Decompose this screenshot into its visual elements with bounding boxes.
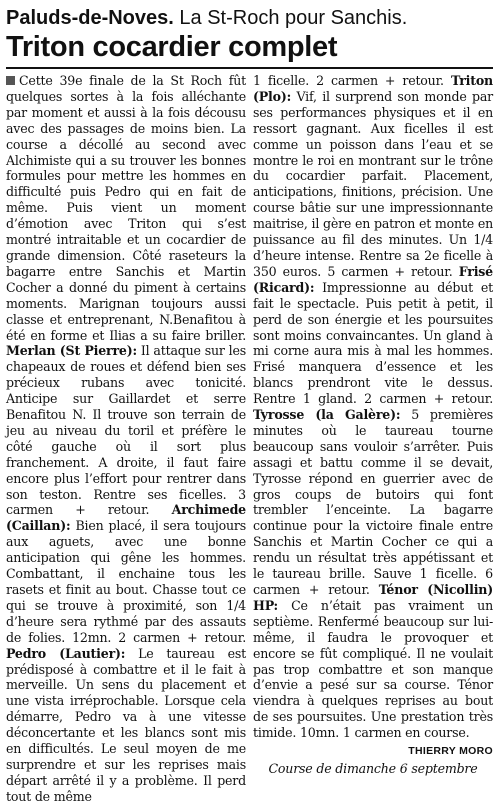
paragraph bbox=[6, 73, 246, 805]
kicker bbox=[6, 6, 493, 30]
bull-name-archimede: Archimede (Caillan): bbox=[6, 502, 246, 534]
kicker-subtitle: La St-Roch pour Sanchis. bbox=[179, 7, 408, 29]
bull-name-pedro: Pedro (Lautier): bbox=[6, 645, 126, 661]
bull-text-tenor: Ce n’était pas vraiment un septième. Renfermé beaucoup sur lui-même, il faudra le provoquer et encore se fût compliqué. Il ne voulait pas trop combattre et son manque d’envie a pesé sur sa course. Ténor viendra à quelques reprises au bout de ses poursuites. Une prestation très timide. 10mn. 1 carmen en course. bbox=[253, 597, 493, 741]
bull-text-frise: Impressionne au début et fait le spectacle. Puis petit à petit, il perd de son énergie et les poursuites sont moins convaincantes. Un gland à mi corne aura mis à mal les hommes. Frisé manquera d’essence et les blancs prendront vite le dessus. Rentre 1 gland. 2 carmen + retour. bbox=[253, 279, 493, 407]
bull-text-triton: Vif, il surprend son monde par ses performances physiques et il en ressort gagnant. Aux ficelles il est comme un poisson dans l’eau et se montre le roi en montrant sur le trône du cocardier parfait. Placement, anticipations, finitions, précision. Une course bâtie sur une impressionnante maitrise, il gère en patron et monte en puissance au fil des minutes. Un 1/4 d’heure intense. Rentre sa 2e ficelle à 350 euros. 5 carmen + retour. bbox=[253, 88, 493, 279]
intro-text: Cette 39e finale de la St Roch fût quelques sortes à la fois alléchante par moment et aussi à la fois décousu avec des passages de moins bien. La course a décollé au second avec Alchimiste qui a su trouver les bonnes formules pour mettre les hommes en difficulté puis Pedro qui en fait de même. Puis vient un moment d’émotion avec Triton qui s’est montré intraitable et un cocardier de grande dimension. Côté raseteurs la bagarre entre Sanchis et Martin Cocher a donné du piment à certains moments. Marignan toujours aussi classe et entreprenant, N.Benafitou à été en forme et Ilias a su faire briller. bbox=[6, 73, 246, 343]
bull-text-pedro: Le taureau est prédisposé à combattre et il le fait à merveille. Un sens du placement et une vista irréprochable. Lorsque cela démarre, Pedro va à une vitesse déconcertante et les blancs sont mis en difficultés. Le seul moyen de me surprendre et sur les reprises mais départ arrêté il y a problème. Il perd tout de même bbox=[6, 645, 246, 804]
bullet-icon bbox=[6, 76, 15, 85]
bull-text-merlan: Il attaque sur les chapeaux de roues et défend bien ses précieux rubans avec tonicité. Anticipe sur Gaillardet et serre Benafitou N. Il trouve son terrain de jeu au niveau du toril et préfère le côté gauche où il sort plus franchement. A droite, il faut faire encore plus l’effort pour rentrer dans son teston. Rentre ses ficelles. 3 carmen + retour. bbox=[6, 343, 246, 518]
byline: THIERRY MORO bbox=[408, 745, 493, 758]
bull-text-tyrosse: 5 premières minutes où le taureau tourne beaucoup sans vouloir s’arrêter. Puis assagi et battu comme il se devait, Tyrosse répond en guerrier avec de gros coups de butoirs qui font trembler l’enceinte. La bagarre continue pour la victoire finale entre Sanchis et Martin Cocher ce qui a rendu un résultat très appétissant et le taureau brille. Sauve 1 ficelle. 6 carmen + retour. bbox=[253, 407, 494, 597]
column-left bbox=[6, 73, 246, 805]
article-body bbox=[6, 73, 493, 805]
column-right bbox=[253, 73, 493, 805]
bull-name-tenor: Ténor (Nicollin) HP: bbox=[253, 582, 493, 613]
bull-name-tyrosse: Tyrosse (la Galère): bbox=[253, 407, 401, 423]
course-date: Course de dimanche 6 septembre bbox=[268, 760, 478, 776]
pedro-continued: 1 ficelle. 2 carmen + retour. bbox=[253, 73, 444, 88]
bull-name-triton: Triton (Plo): bbox=[253, 73, 493, 104]
headline-rule bbox=[6, 67, 493, 69]
kicker-place: Paluds-de-Noves. bbox=[6, 7, 174, 29]
bull-name-frise: Frisé (Ricard): bbox=[253, 263, 493, 295]
paragraph bbox=[253, 73, 493, 741]
bull-text-archimede: Bien placé, il sera toujours aux aguets, avec une bonne anticipation qui gêne les hommes. Combattant, il enchaine tous les rasets et finit au bout. Chasse tout ce qui se trouve à proximité, son 1/4 d’heure sera rythmé par des assauts de folies. 12mn. 2 carmen + retour. bbox=[6, 518, 247, 645]
headline: Triton cocardier complet bbox=[6, 31, 338, 63]
bull-name-merlan: Merlan (St Pierre): bbox=[6, 343, 137, 359]
